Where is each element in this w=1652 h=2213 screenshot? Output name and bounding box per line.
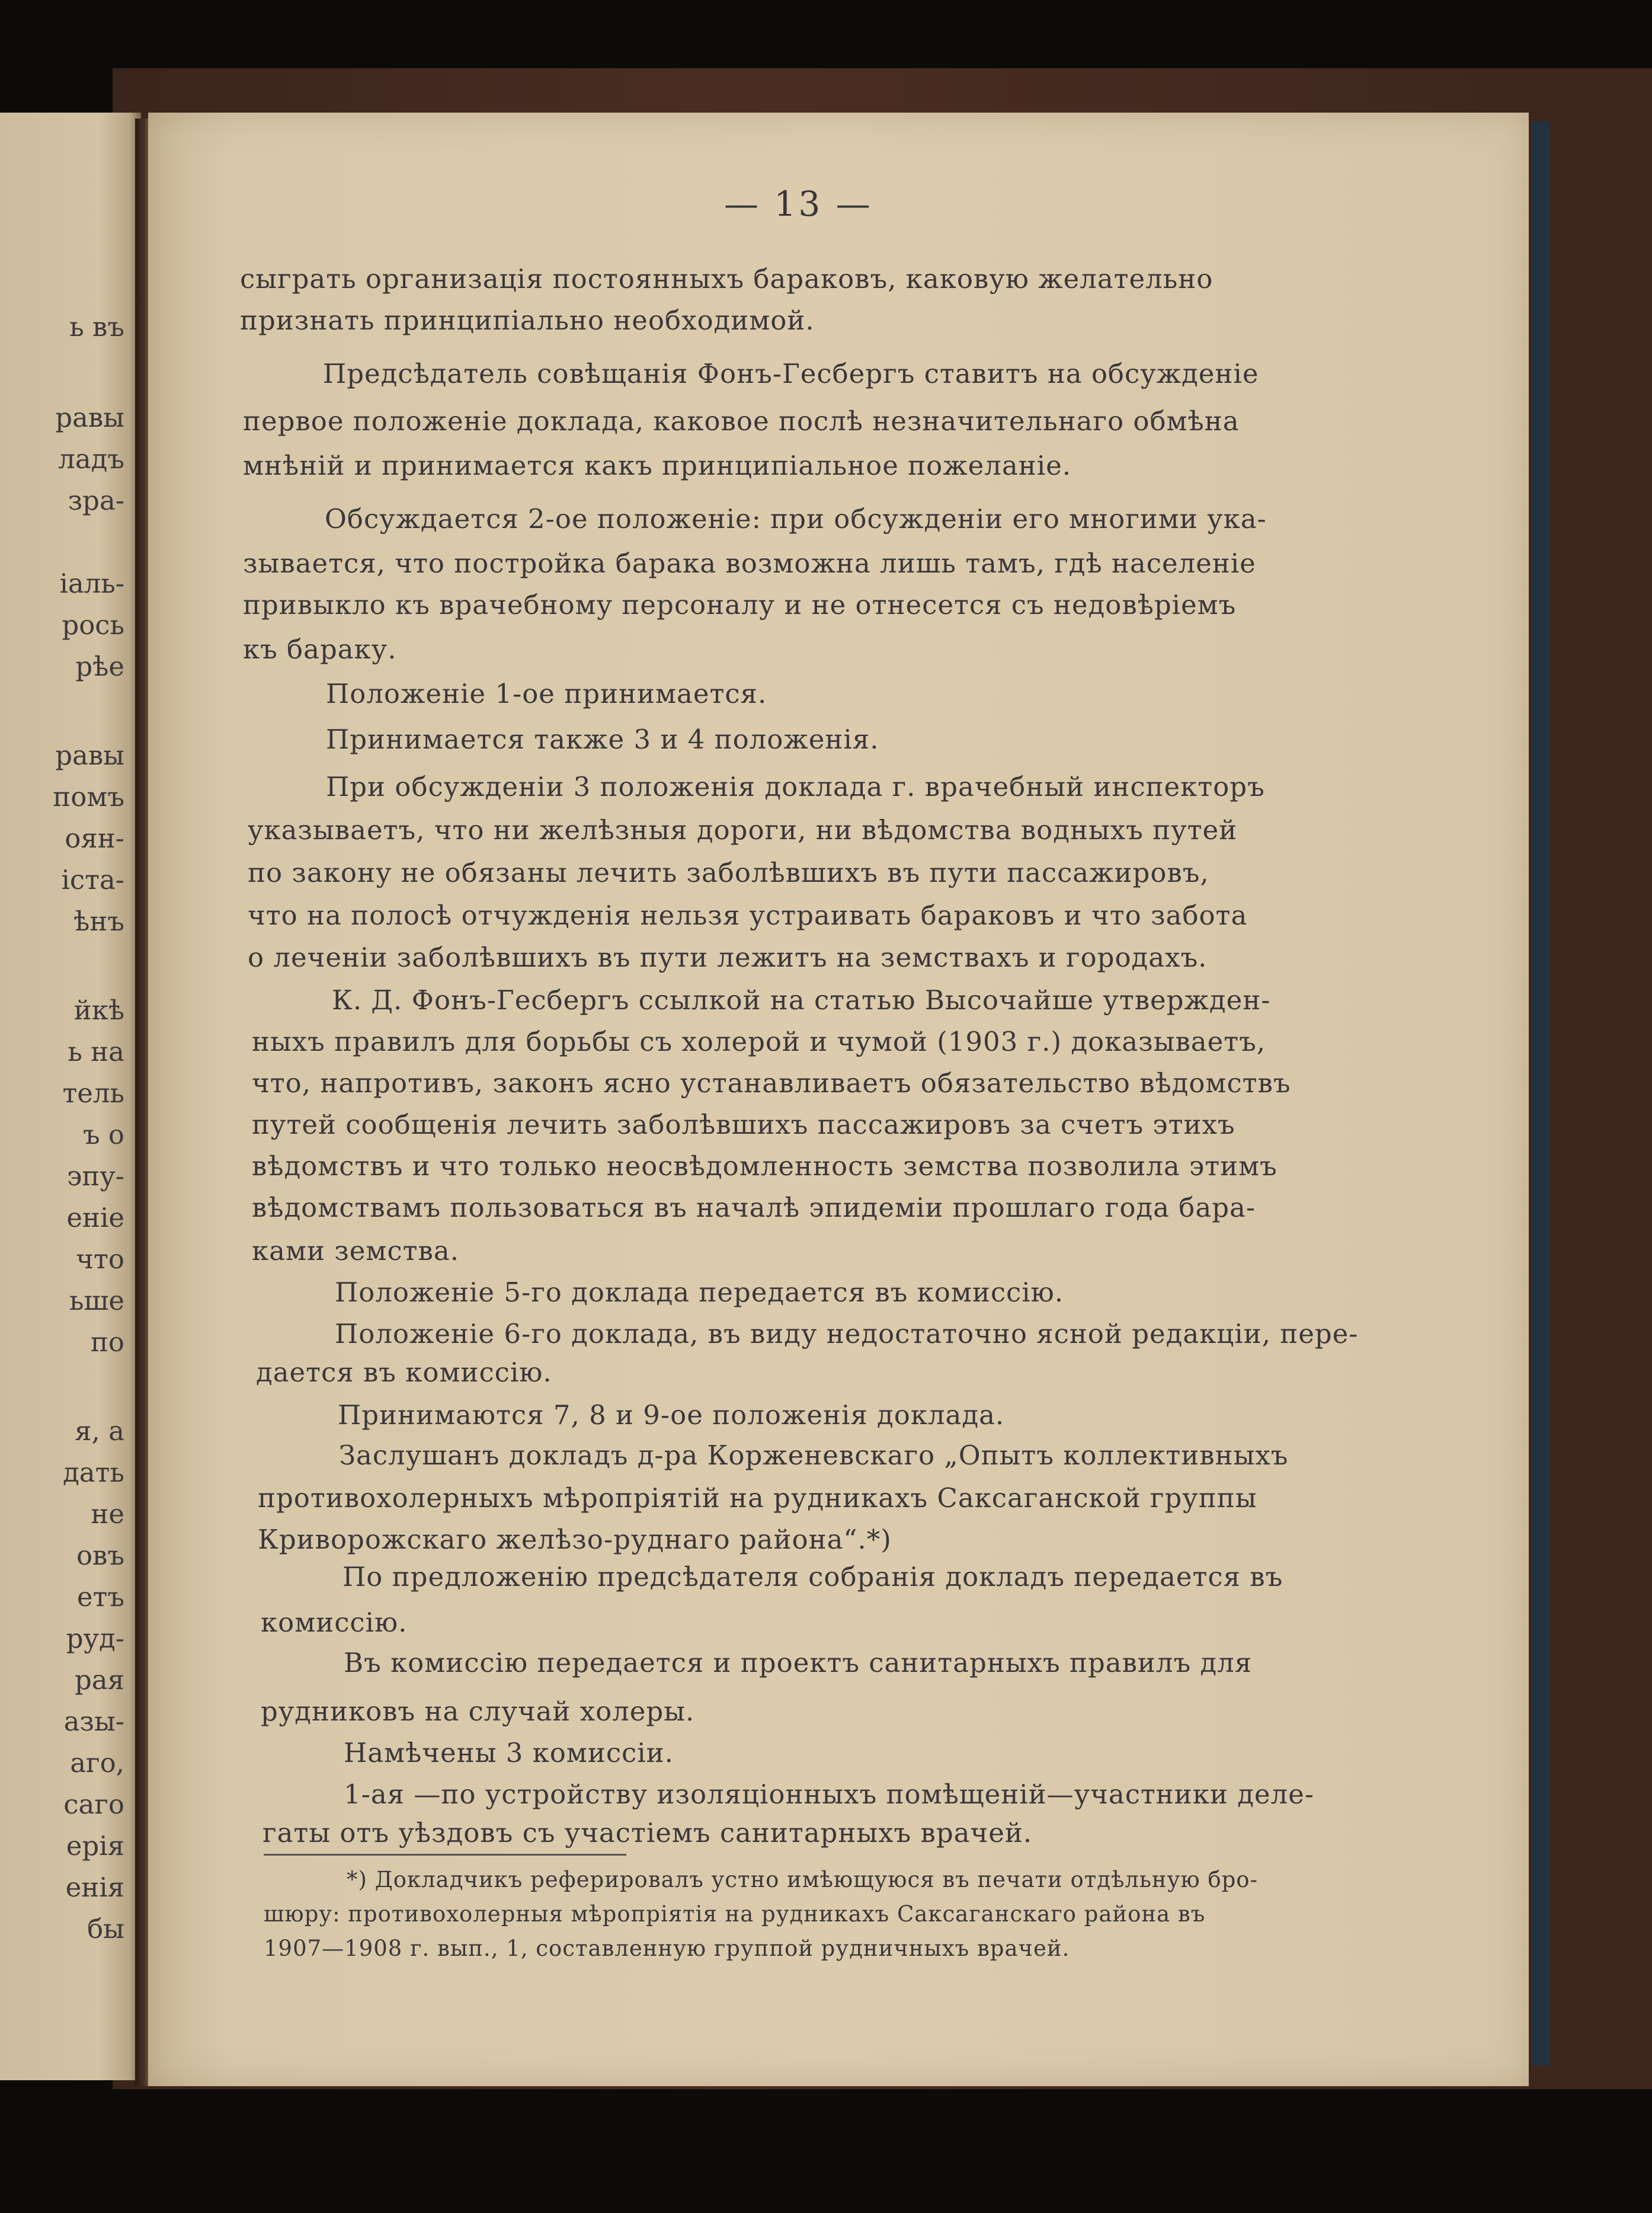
left-page-fragment: ьше xyxy=(69,1285,124,1316)
text-line: привыкло къ врачебному персоналу и не отнесется съ недовѣріемъ xyxy=(243,589,1237,621)
left-page-fragment: дать xyxy=(63,1457,124,1488)
left-page-fragment: ь на xyxy=(68,1036,124,1067)
text-line: По предложенію предсѣдателя собранія докладъ передается въ xyxy=(342,1561,1283,1592)
left-page-fragment: овъ xyxy=(76,1540,124,1571)
left-page-fragment: аго, xyxy=(70,1747,124,1779)
left-page-fragment: еніе xyxy=(66,1202,124,1233)
left-page-fragment: зра- xyxy=(68,485,124,516)
text-line: Принимается также 3 и 4 положенія. xyxy=(326,724,879,755)
text-line: о леченіи заболѣвшихъ въ пути лежитъ на земствахъ и городахъ. xyxy=(248,942,1208,973)
text-line: что, напротивъ, законъ ясно устанавливаетъ обязательство вѣдомствъ xyxy=(252,1067,1291,1099)
text-line: рудниковъ на случай холеры. xyxy=(261,1696,695,1727)
footnote-divider xyxy=(264,1854,626,1856)
text-line: указываетъ, что ни желѣзныя дороги, ни вѣдомства водныхъ путей xyxy=(248,814,1238,846)
left-page-fragment: помъ xyxy=(53,781,124,813)
text-line: противохолерныхъ мѣропріятій на рудникахъ Саксаганской группы xyxy=(258,1482,1257,1514)
left-page-fragment: равы xyxy=(55,402,124,433)
footnote-line: 1907—1908 г. вып., 1, составленную группой рудничныхъ врачей. xyxy=(264,1936,1070,1961)
left-page-fragment: что xyxy=(76,1243,124,1275)
text-line: Положеніе 6-го доклада, въ виду недостаточно ясной редакціи, пере- xyxy=(335,1318,1359,1349)
book-cover-edge xyxy=(1532,121,1549,2065)
text-line: Криворожскаго желѣзо-руднаго района“.*) xyxy=(258,1524,892,1555)
left-page-fragment: азы- xyxy=(63,1706,124,1737)
text-line: гаты отъ уѣздовъ съ участіемъ санитарныхъ врачей. xyxy=(262,1817,1033,1849)
left-page-fragment: ѣнъ xyxy=(73,906,124,937)
text-line: Въ комиссію передается и проектъ санитарныхъ правилъ для xyxy=(344,1647,1253,1678)
text-line: К. Д. Фонъ-Гесбергъ ссылкой на статью Высочайше утвержден- xyxy=(332,984,1271,1016)
text-line: комиссію. xyxy=(261,1607,408,1638)
left-page-fragment: саго xyxy=(63,1789,124,1820)
left-page-fragment: йкѣ xyxy=(73,994,124,1026)
text-line: мнѣній и принимается какъ принципіальное пожеланіе. xyxy=(243,450,1072,481)
text-line: по закону не обязаны лечить заболѣвшихъ въ пути пассажировъ, xyxy=(248,857,1209,888)
page-number: — 13 — xyxy=(724,184,873,224)
footnote-line: шюру: противохолерныя мѣропріятія на рудникахъ Саксаганскаго района въ xyxy=(264,1901,1206,1927)
text-line: Намѣчены 3 комиссіи. xyxy=(344,1737,674,1769)
text-line: что на полосѣ отчужденія нельзя устраивать бараковъ и что забота xyxy=(248,900,1248,931)
text-line: Заслушанъ докладъ д-ра Корженевскаго „Опытъ коллективныхъ xyxy=(339,1440,1289,1471)
text-line: зывается, что постройка барака возможна лишь тамъ, гдѣ населеніе xyxy=(243,548,1256,579)
text-line: При обсужденіи 3 положенія доклада г. врачебный инспекторъ xyxy=(326,771,1265,802)
left-page-fragment: я, а xyxy=(75,1415,124,1447)
left-page-fragment: ъ о xyxy=(82,1119,124,1150)
left-page-fragment: равы xyxy=(55,740,124,771)
left-page-fragment: оян- xyxy=(65,823,124,854)
text-line: признать принципіально необходимой. xyxy=(240,305,815,336)
left-page-fragment: руд- xyxy=(66,1623,124,1654)
text-line: Принимаются 7, 8 и 9-ое положенія доклада. xyxy=(338,1399,1005,1431)
left-page-fragment: не xyxy=(91,1498,124,1530)
left-page-fragment: по xyxy=(90,1326,124,1358)
text-line: сыграть организація постоянныхъ бараковъ, каковую желательно xyxy=(240,263,1214,295)
text-line: первое положеніе доклада, каковое послѣ незначительнаго обмѣна xyxy=(243,405,1240,437)
left-page-fragment: іста- xyxy=(61,864,124,896)
left-page-fragment: енія xyxy=(65,1872,124,1903)
left-page-fragment: бы xyxy=(87,1913,124,1945)
text-line: Положеніе 5-го доклада передается въ комиссію. xyxy=(335,1277,1064,1308)
left-page-fragment: ладъ xyxy=(58,443,124,475)
footnote-line: *) Докладчикъ реферировалъ устно имѣющуюся въ печати отдѣльную бро- xyxy=(347,1867,1259,1892)
text-line: ками земства. xyxy=(252,1235,459,1267)
text-line: Предсѣдатель совѣщанія Фонъ-Гесбергъ ставитъ на обсужденіе xyxy=(323,358,1259,389)
text-line: вѣдомствамъ пользоваться въ началѣ эпидеміи прошлаго года бара- xyxy=(252,1192,1256,1223)
text-line: дается въ комиссію. xyxy=(256,1357,552,1388)
left-page-fragment: іаль- xyxy=(59,568,124,599)
left-page-fragment: эпу- xyxy=(67,1160,124,1192)
text-line: вѣдомствъ и что только неосвѣдомленность земства позволила этимъ xyxy=(252,1150,1278,1182)
text-line: Обсуждается 2-ое положеніе: при обсужденіи его многими ука- xyxy=(325,503,1267,535)
text-line: путей сообщенія лечить заболѣвшихъ пассажировъ за счетъ этихъ xyxy=(252,1109,1235,1140)
left-page-fragment: рось xyxy=(62,609,124,641)
left-page-fragment: етъ xyxy=(76,1581,124,1613)
text-line: Положеніе 1-ое принимается. xyxy=(326,678,767,709)
left-page-fragment: ь въ xyxy=(69,311,124,343)
left-page-fragment: рѣе xyxy=(75,651,124,682)
left-facing-page xyxy=(0,113,141,2080)
left-page-fragment: ерія xyxy=(66,1830,124,1862)
left-page-fragment: тель xyxy=(62,1077,124,1109)
left-page-fragment: рая xyxy=(74,1664,124,1696)
text-line: 1-ая —по устройству изоляціонныхъ помѣщеній—участники деле- xyxy=(344,1779,1314,1810)
text-line: къ бараку. xyxy=(243,634,397,665)
text-line: ныхъ правилъ для борьбы съ холерой и чумой (1903 г.) доказываетъ, xyxy=(252,1026,1266,1057)
